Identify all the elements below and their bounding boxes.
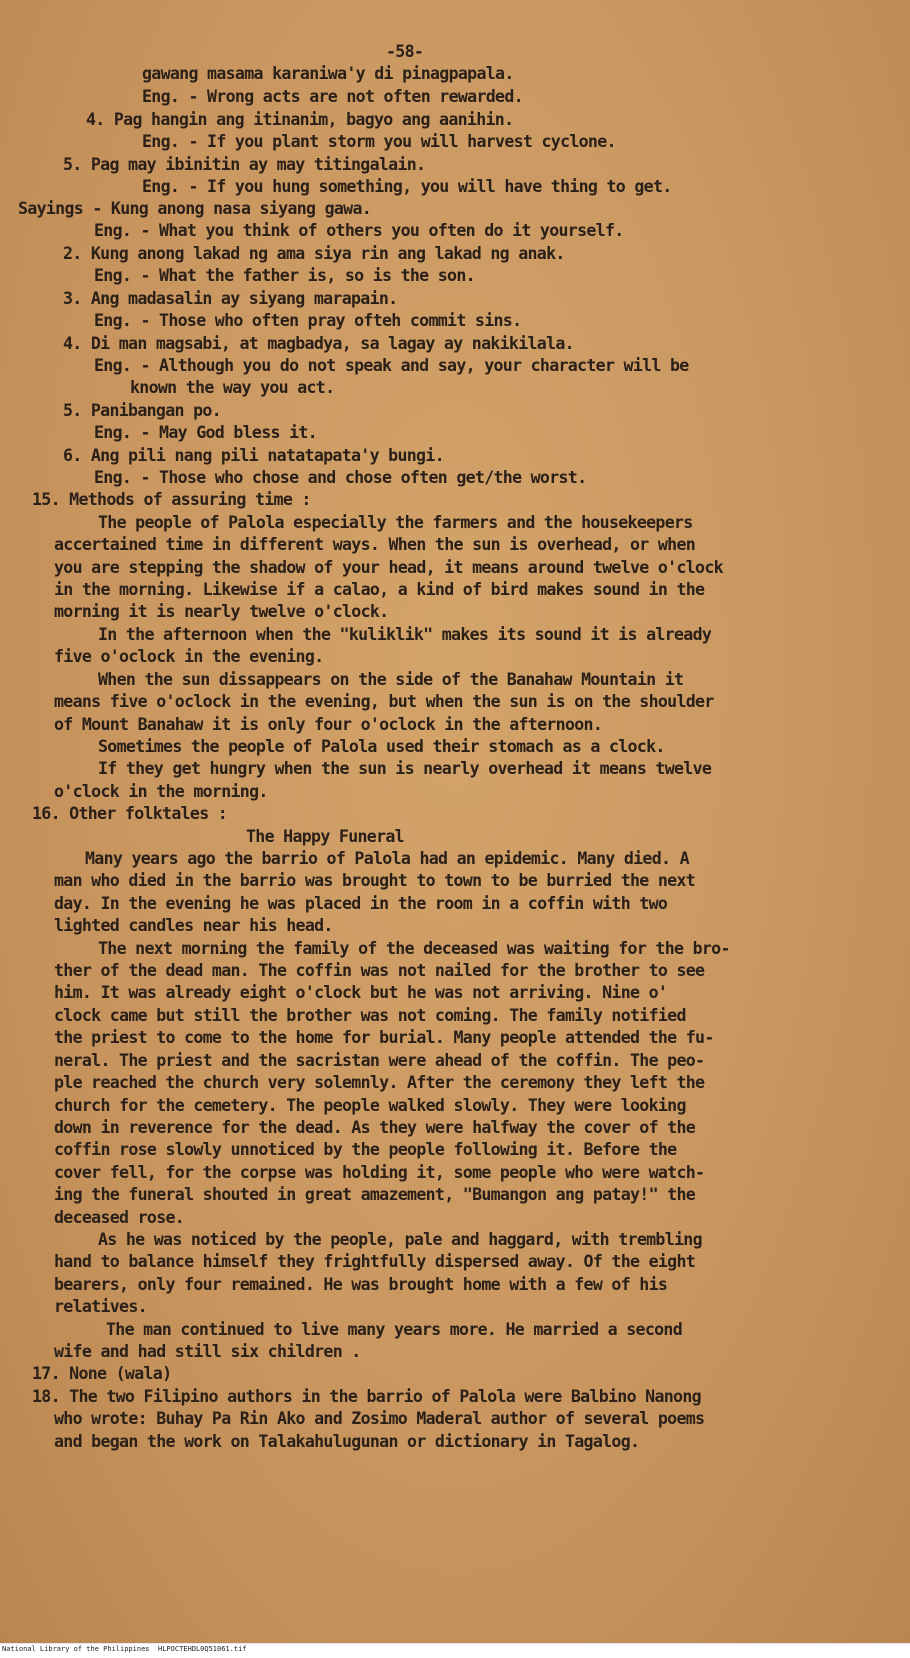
text-line: you are stepping the shadow of your head, it means around twelve o'clock [54, 558, 723, 577]
text-line: Eng. - What the father is, so is the son. [94, 266, 475, 285]
text-line: ple reached the church very solemnly. After the ceremony they left the [54, 1073, 705, 1092]
text-line: day. In the evening he was placed in the room in a coffin with two [54, 894, 668, 913]
text-line: accertained time in different ways. When the sun is overhead, or when [54, 535, 696, 554]
text-line: known the way you act. [130, 378, 335, 397]
story-title: The Happy Funeral [246, 827, 404, 846]
text-line: coffin rose slowly unnoticed by the people following it. Before the [54, 1140, 677, 1159]
text-line: cover fell, for the corpse was holding it, some people who were watch- [54, 1163, 705, 1182]
text-line: Eng. - Although you do not speak and say, your character will be [94, 356, 689, 375]
scan-footer [0, 1643, 910, 1658]
text-line: Eng. - If you hung something, you will have thing to get. [142, 177, 672, 196]
text-line: relatives. [54, 1297, 147, 1316]
page-number: -58- [386, 42, 424, 61]
footer-filename: HLPOCTEHDL0Q51061.tif [158, 1645, 247, 1653]
text-line: Eng. - Those who often pray ofteh commit sins. [94, 311, 522, 330]
text-line: the priest to come to the home for burial. Many people attended the fu- [54, 1028, 714, 1047]
text-line: church for the cemetery. The people walked slowly. They were looking [54, 1096, 686, 1115]
text-line: who wrote: Buhay Pa Rin Ako and Zosimo Maderal author of several poems [54, 1409, 705, 1428]
text-line: 4. Pag hangin ang itinanim, bagyo ang aanihin. [86, 110, 514, 129]
text-line: of Mount Banahaw it is only four o'oclock in the afternoon. [54, 715, 603, 734]
section-heading: 18. The two Filipino authors in the barrio of Palola were Balbino Nanong [32, 1387, 701, 1406]
text-line: If they get hungry when the sun is nearly overhead it means twelve [98, 759, 712, 778]
text-line: As he was noticed by the people, pale and haggard, with trembling [98, 1230, 702, 1249]
text-line: Eng. - May God bless it. [94, 423, 317, 442]
text-line: 5. Pag may ibinitin ay may titingalain. [63, 155, 426, 174]
text-line: hand to balance himself they frightfully dispersed away. Of the eight [54, 1252, 696, 1271]
text-line: neral. The priest and the sacristan were ahead of the coffin. The peo- [54, 1051, 705, 1070]
section-heading: 17. None (wala) [32, 1364, 172, 1383]
text-line: Eng. - Those who chose and chose often get/the worst. [94, 468, 587, 487]
text-line: bearers, only four remained. He was brought home with a few of his [54, 1275, 668, 1294]
text-line: means five o'oclock in the evening, but when the sun is on the shoulder [54, 692, 714, 711]
text-line: ing the funeral shouted in great amazement, "Bumangon ang patay!" the [54, 1185, 696, 1204]
text-line: Sayings - Kung anong nasa siyang gawa. [18, 199, 372, 218]
text-line: Eng. - What you think of others you often do it yourself. [94, 221, 624, 240]
text-line: morning it is nearly twelve o'clock. [54, 602, 389, 621]
text-line: him. It was already eight o'clock but he was not arriving. Nine o' [54, 983, 668, 1002]
text-line: clock came but still the brother was not coming. The family notified [54, 1006, 686, 1025]
text-line: The man continued to live many years more. He married a second [106, 1320, 682, 1339]
section-heading: 16. Other folktales : [32, 804, 228, 823]
text-line: 4. Di man magsabi, at magbadya, sa lagay ay nakikilala. [63, 334, 574, 353]
text-line: Eng. - Wrong acts are not often rewarded. [142, 87, 523, 106]
text-line: o'clock in the morning. [54, 782, 268, 801]
footer-source: National Library of the Philippines [2, 1645, 150, 1653]
text-line: 2. Kung anong lakad ng ama siya rin ang lakad ng anak. [63, 244, 565, 263]
text-line: Eng. - If you plant storm you will harvest cyclone. [142, 132, 616, 151]
text-line: ther of the dead man. The coffin was not nailed for the brother to see [54, 961, 705, 980]
text-line: deceased rose. [54, 1208, 185, 1227]
text-line: gawang masama karaniwa'y di pinagpapala. [142, 64, 514, 83]
text-line: in the morning. Likewise if a calao, a kind of bird makes sound in the [54, 580, 705, 599]
text-line: When the sun dissappears on the side of the Banahaw Mountain it [98, 670, 684, 689]
text-line: down in reverence for the dead. As they were halfway the cover of the [54, 1118, 696, 1137]
text-line: The next morning the family of the deceased was waiting for the bro- [98, 939, 730, 958]
text-line: wife and had still six children . [54, 1342, 361, 1361]
section-heading: 15. Methods of assuring time : [32, 490, 311, 509]
text-line: man who died in the barrio was brought to town to be burried the next [54, 871, 696, 890]
text-line: Sometimes the people of Palola used their stomach as a clock. [98, 737, 665, 756]
text-line: lighted candles near his head. [54, 916, 333, 935]
text-line: The people of Palola especially the farmers and the housekeepers [98, 513, 693, 532]
text-line: Many years ago the barrio of Palola had an epidemic. Many died. A [85, 849, 689, 868]
text-line: 5. Panibangan po. [63, 401, 221, 420]
text-line: 6. Ang pili nang pili natatapata'y bungi. [63, 446, 444, 465]
text-line: 3. Ang madasalin ay siyang marapain. [63, 289, 398, 308]
text-line: In the afternoon when the "kuliklik" makes its sound it is already [98, 625, 712, 644]
text-line: and began the work on Talakahulugunan or dictionary in Tagalog. [54, 1432, 640, 1451]
text-line: five o'oclock in the evening. [54, 647, 324, 666]
